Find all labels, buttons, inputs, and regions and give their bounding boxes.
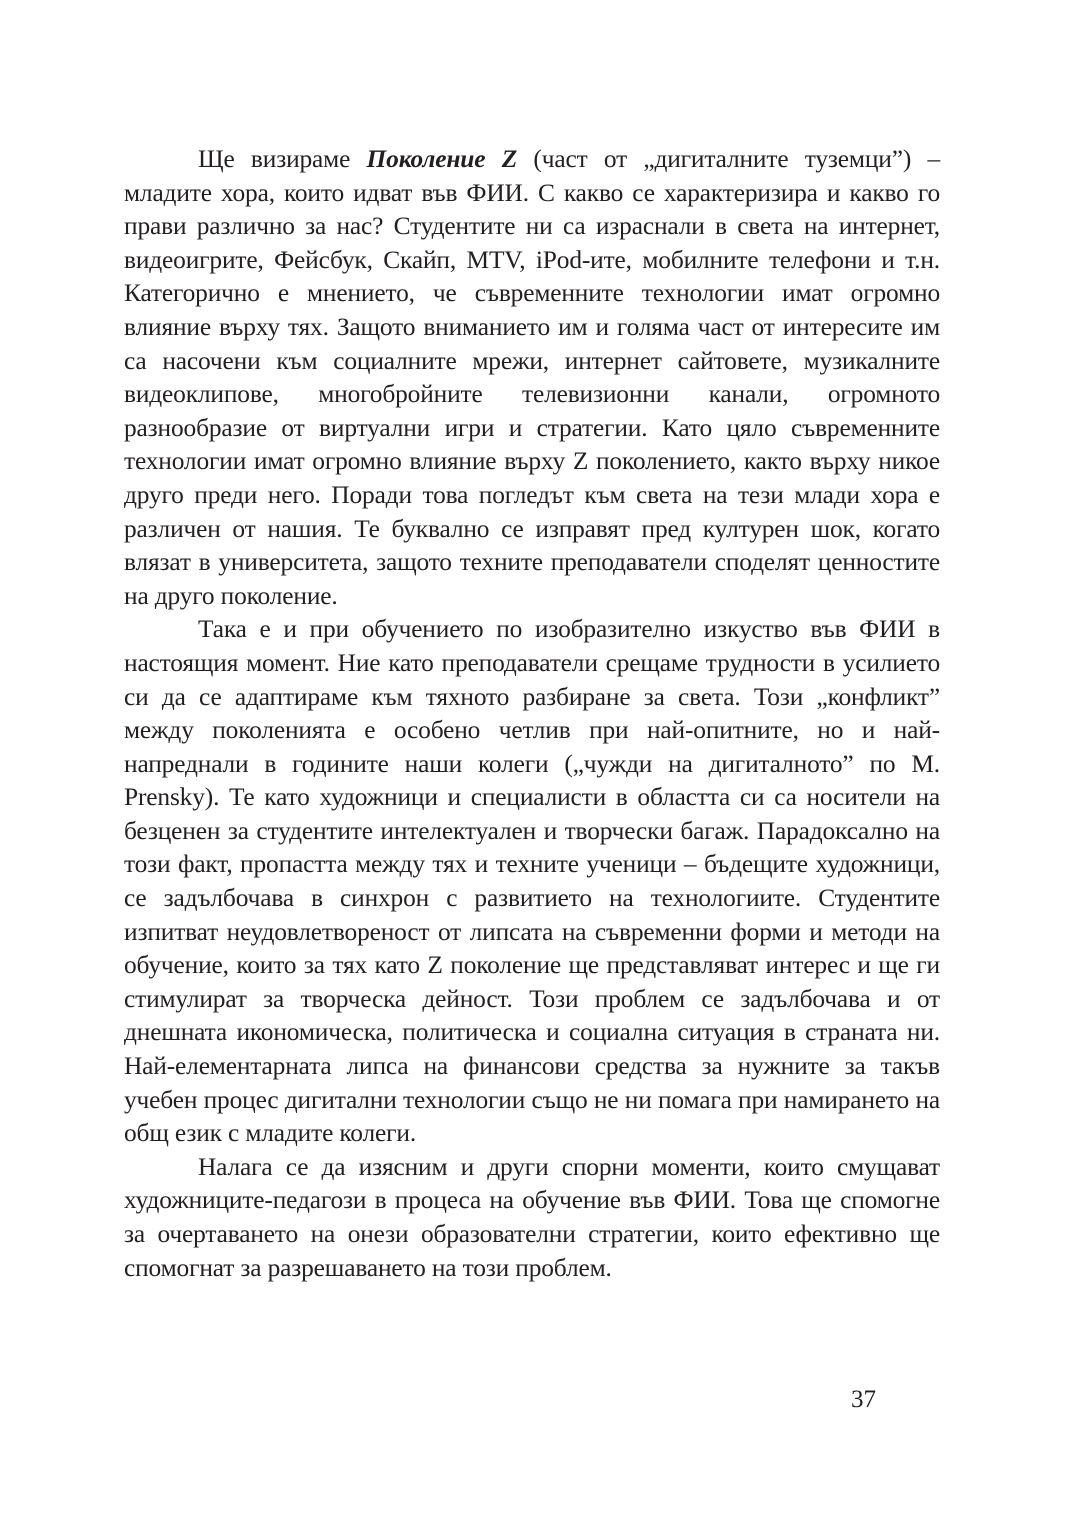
term-generation-z: Поколение Z xyxy=(366,145,518,173)
paragraph-3: Налага се да изясним и други спорни моменти, които смущават художниците-педагози в процеса на обучение във ФИИ. Това ще спомогне за очертаването на онези образователни стратегии, които ефективно ще спомогнат за разрешаването на този проблем. xyxy=(124,1152,940,1282)
paragraph-2: Така е и при обучението по изобразително изкуство във ФИИ в настоящия момент. Ние като преподаватели срещаме трудности в усилието си да се адаптираме към тяхното разбиране за света. Този „конфликт” между поколенията е особено четлив при най-опитните, но и най-напреднали в годините наши колеги („чужди на дигиталното” по M. Prensky). Те като художници и специалисти в областта си са носители на безценен за студентите интелектуален и творчески багаж. Парадоксално на този факт, пропастта между тях и техните ученици – бъдещите художници, се задълбочава в синхрон с развитието на технологиите. Студентите изпитват неудовлетвореност от липсата на съвременни форми и методи на обучение, които за тях като Z поколение ще представляват интерес и ще ги стимулират за творческа дейност. Този проблем се задълбочава и от днешната икономическа, политическа и социална ситуация в страната ни. Най-елементарната липса на финансови средства за нужните за такъв учебен процес дигитални технологии също не ни помага при намирането на общ език с младите колеги. xyxy=(124,615,940,1148)
page-body xyxy=(124,143,940,1285)
paragraph-1-text: (част от „дигиталните туземци”) – младите хора, които идват във ФИИ. С какво се характеризира и какво го прави различно за нас? Студентите ни са израснали в света на интернет, видеоигрите, Фейсбук, Скайп, MTV, iPod-ите, мобилните телефони и т.н. Категорично е мнението, че съвременните технологии имат огромно влияние върху тях. Защото вниманието им и голяма част от интересите им са насочени към социалните мрежи, интернет сайтовете, музикалните видеоклипове, многобройните телевизионни канали, огромното разнообразие от виртуални игри и стратегии. Като цяло съвременните технологии имат огромно влияние върху Z поколението, както върху никое друго преди него. Поради това погледът към света на тези млади хора е различен от нашия. Те буквално се изправят пред културен шок, когато влязат в университета, защото техните преподаватели споделят ценностите на друго поколение. xyxy=(124,145,941,610)
page-number: 37 xyxy=(851,1386,876,1413)
paragraph-1 xyxy=(124,143,940,613)
paragraph-1-lead: Ще визираме xyxy=(198,145,367,173)
